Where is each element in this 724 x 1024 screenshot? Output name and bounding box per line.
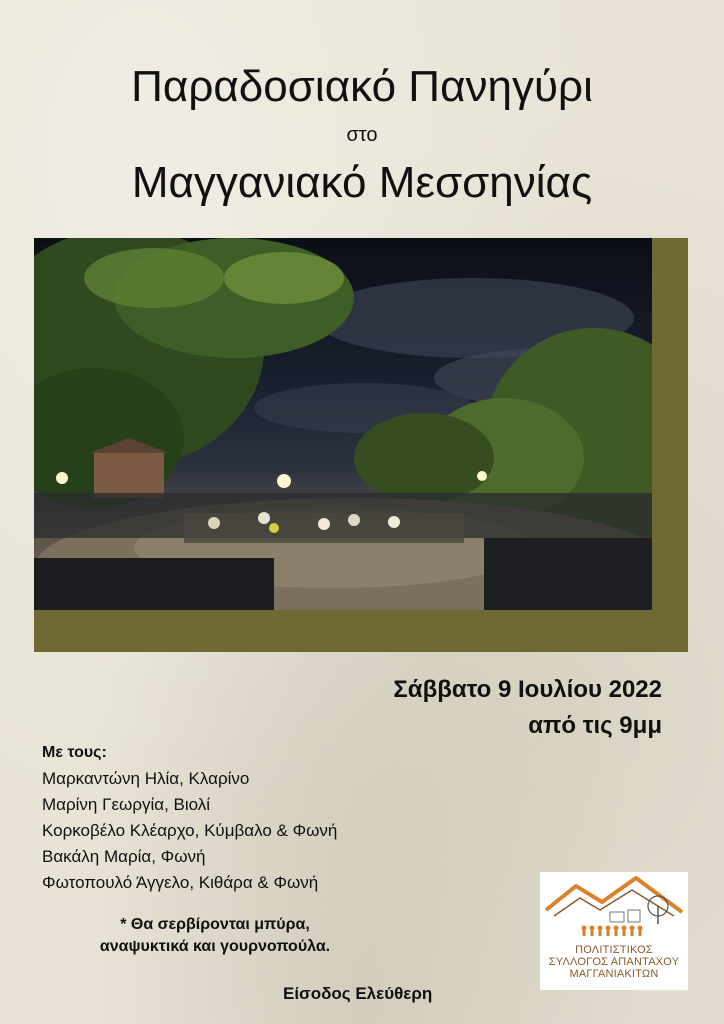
event-date: Σάββατο 9 Ιουλίου 2022 — [393, 676, 662, 703]
performer-item: Βακάλη Μαρία, Φωνή — [42, 847, 206, 866]
poster-title-line3: Μαγγανιακό Μεσσηνίας — [131, 158, 593, 207]
performers-heading: Με τους: — [42, 744, 107, 761]
performer-item: Μαρίνη Γεωργία, Βιολί — [42, 795, 211, 814]
performer-item: Φωτοπουλό Άγγελο, Κιθάρα & Φωνή — [42, 873, 319, 892]
refreshments-note — [40, 914, 390, 958]
performer-item: Μαρκαντώνη Ηλία, Κλαρίνο — [42, 769, 250, 788]
performer-item: Κορκοβέλο Κλέαρχο, Κύμβαλο & Φωνή — [42, 821, 338, 840]
poster-title-line2: στο — [346, 124, 378, 146]
association-logo — [540, 872, 688, 990]
poster-title-line1: Παραδοσιακό Πανηγύρι — [131, 62, 593, 111]
free-entry-text: Είσοδος Ελεύθερη — [283, 984, 433, 1003]
festival-photo-illustration — [34, 238, 652, 610]
refreshments-note-line2: αναψυκτικά και γουρνοπούλα. — [99, 938, 331, 955]
logo-text-line3: ΜΑΓΓΑΝΙΑΚΙΤΩΝ — [569, 968, 659, 980]
performers-list — [42, 740, 337, 896]
refreshments-note-line1: * Θα σερβίρονται μπύρα, — [120, 916, 310, 933]
logo-text-line2: ΣΥΛΛΟΓΟΣ ΑΠΑΝΤΑΧΟΥ — [548, 956, 680, 968]
festival-photo — [34, 238, 652, 610]
event-time: από τις 9μμ — [528, 712, 662, 739]
photo-frame — [34, 238, 688, 652]
logo-text-line1: ΠΟΛΙΤΙΣΤΙΚΟΣ — [575, 944, 653, 956]
